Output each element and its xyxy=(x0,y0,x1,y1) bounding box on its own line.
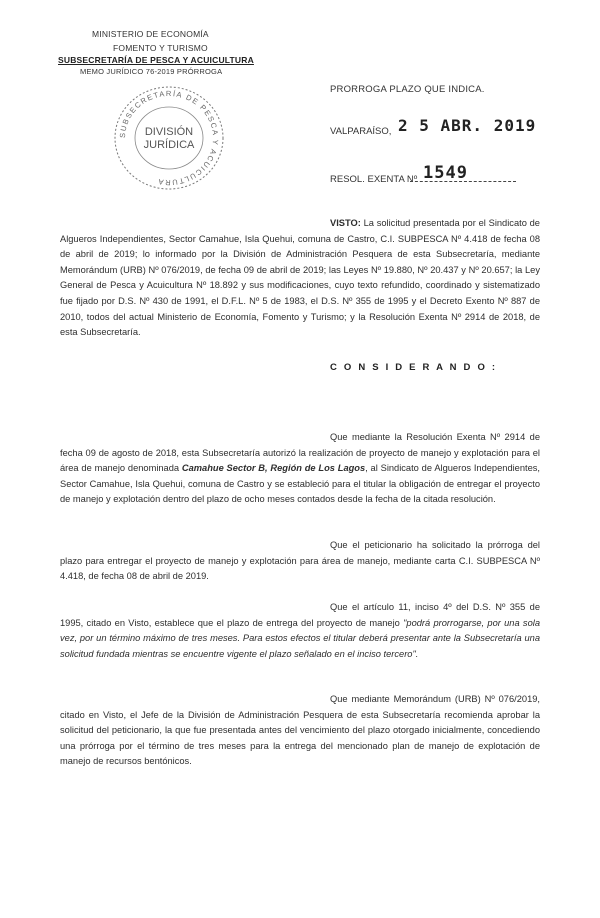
considerando-paragraph-2: Que el peticionario ha solicitado la prórroga del plazo para entregar el proyecto de manejo y explotación para área de manejo, mediante carta C.I. SUBPESCA Nº 4.418, de fecha 08 de abril de 2019. xyxy=(60,540,540,582)
visto-text: La solicitud presentada por el Sindicato de Algueros Independientes, Sector Camahue, Isla Quehui, comuna de Castro, C.I. SUBPESCA Nº 4.418 de fecha 08 de abril de 2019; lo informado por la División de Administración Pesquera de esta Subsecretaría, mediante Memorándum (URB) Nº 076/2019, de fecha 09 de abril de 2019; las Leyes Nº 19.880, Nº 20.437 y Nº 20.657; la Ley General de Pesca y Acuicultura Nº 18.892 y sus modificaciones, cuyo texto refundido, coordinado y sistematizado fue fijado por D.S. Nº 430 de 1991, el D.F.L. Nº 5 de 1983, el D.S. Nº 355 de 1995 y el Decreto Exento Nº 887 de 2010, todos del actual Ministerio de Economía, Fomento y Turismo; y la Resolución Exenta Nº 2914 de 2018, de esta Subsecretaría. xyxy=(60,218,540,338)
ministry-name: MINISTERIO DE ECONOMÍA xyxy=(92,29,209,39)
quoted-regulation: "podrá prorrogarse, por una sola vez, por un término máximo de tres meses. Para estos efectos el titular deberá presentar ante la Subsecretaría una solicitud fundada mientras se encuentre vigente el plazo señalado en el inciso tercero". xyxy=(60,617,540,659)
date-stamp: 2 5 ABR. 2019 xyxy=(398,116,537,135)
visto-paragraph xyxy=(60,216,540,341)
considerando-paragraph-4: Que mediante Memorándum (URB) Nº 076/2019, citado en Visto, el Jefe de la División de Administración Pesquera de esta Subsecretaría recomienda aprobar la solicitud del peticionario, la que fue presentada antes del vencimiento del plazo otorgado inicialmente, concediendo una prórroga por el término de tres meses para la entrega del mencionado plan de manejo de explotación de manejo de recursos bentónicos. xyxy=(60,694,540,767)
memo-reference: MEMO JURÍDICO 76-2019 PRÓRROGA xyxy=(80,67,223,76)
document-subject: PRORROGA PLAZO QUE INDICA. xyxy=(330,84,485,95)
ministry-subtitle: FOMENTO Y TURISMO xyxy=(113,43,208,53)
resolution-number: 1549 xyxy=(423,163,468,183)
considerando-heading: C O N S I D E R A N D O : xyxy=(330,362,498,373)
stamp-center-line1: DIVISIÓN xyxy=(144,126,194,138)
considerando-paragraph-1: Que mediante la Resolución Exenta Nº 2914 de fecha 09 de agosto de 2018, esta Subsecretaría autorizó la realización de proyecto de manejo y explotación para el área de manejo denominada Camahue Sector B, Región de Los Lagos, al Sindicato de Algueros Independientes, Sector Camahue, Isla Quehui, comuna de Castro y se estableció para el titular la obligación de entregar el proyecto de manejo y explotación dentro del plazo de ocho meses contados desde la fecha de la citada resolución. xyxy=(60,432,541,505)
resolution-label: RESOL. EXENTA Nº xyxy=(330,174,418,185)
stamp-ring-text: SUBSECRETARÍA DE PESCA Y ACUICULTURA xyxy=(117,88,221,188)
undersecretariat-name: SUBSECRETARÍA DE PESCA Y ACUICULTURA xyxy=(58,55,254,65)
visto-label: VISTO: xyxy=(330,218,361,228)
place-label: VALPARAÍSO, xyxy=(330,126,392,137)
stamp-center-line2: JURÍDICA xyxy=(143,139,195,151)
considerando-paragraph-3: Que el artículo 11, inciso 4º del D.S. Nº 355 de 1995, citado en Visto, establece que el plazo de entrega del proyecto de manejo "podrá prorrogarse, por una sola vez, por un término máximo de tres meses. Para estos efectos el titular deberá presentar ante la Subsecretaría una solicitud fundada mientras se encuentre vigente el plazo señalado en el inciso tercero". xyxy=(60,602,540,659)
division-seal-stamp xyxy=(110,83,228,193)
resolution-number-underline xyxy=(410,181,516,182)
management-area-name: Camahue Sector B, Región de Los Lagos xyxy=(181,463,366,474)
